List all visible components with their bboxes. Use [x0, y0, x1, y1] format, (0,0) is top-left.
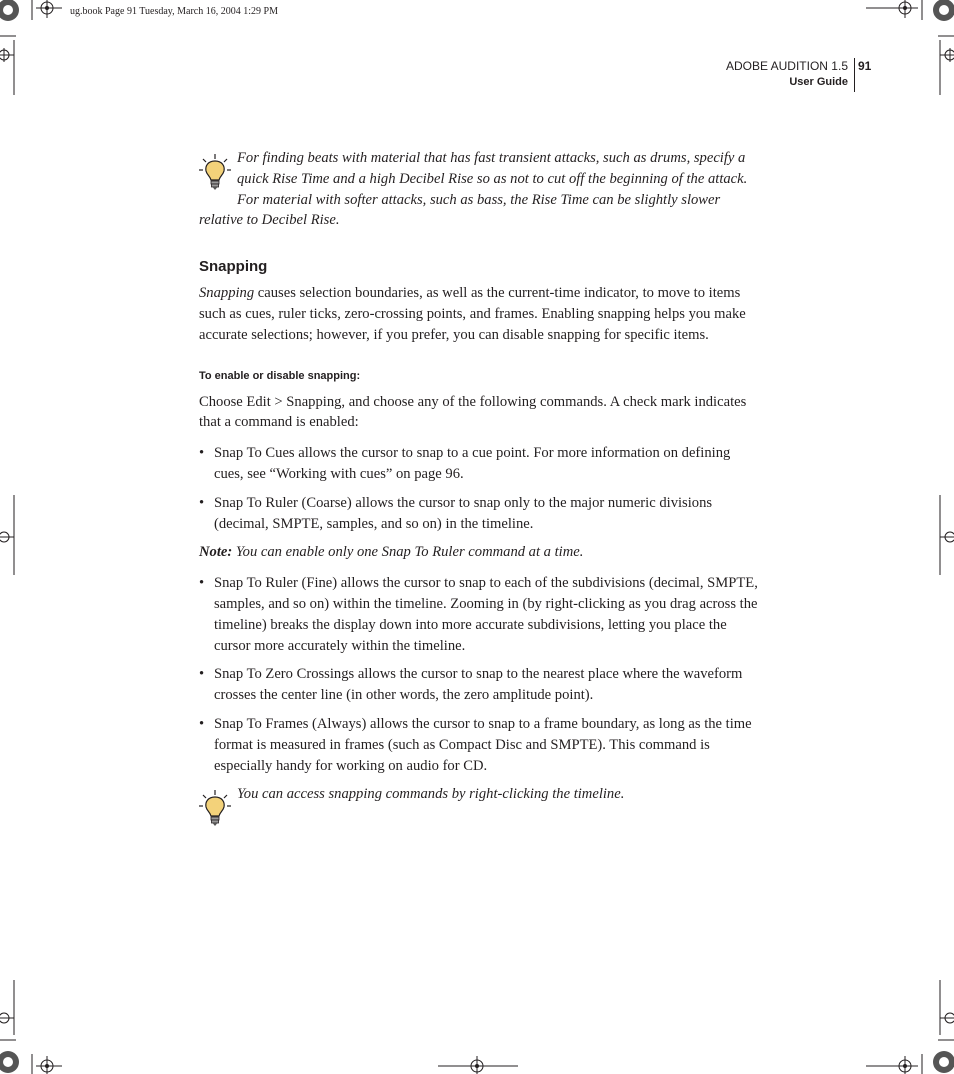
tip-text: You can access snapping commands by right-clicking the timeline. — [237, 786, 625, 803]
list-item: • Snap To Zero Crossings allows the cursor to snap to the nearest place where the waveform crosses the center line (in other words, the zero amplitude point). — [199, 664, 759, 706]
page-number: 91 — [858, 59, 872, 73]
intro-text: causes selection boundaries, as well as the current-time indicator, to move to items such as cues, ruler ticks, zero-crossing points, and frames. Enabling snapping helps you make accurate selections; however, if you prefer, you can disable snapping for specific items. — [199, 285, 746, 343]
header-product: ADOBE AUDITION 1.5 — [725, 59, 848, 73]
tip-paragraph — [199, 148, 759, 231]
list-item: • Snap To Ruler (Fine) allows the cursor to snap to each of the subdivisions (decimal, SMPTE, samples, and so on) within the timeline. Zooming in (by right-clicking as you drag across the timeline) breaks the display down into more accurate subdivisions, letting you place the cursor more accurately within the timeline. — [199, 573, 759, 656]
choose-paragraph: Choose Edit > Snapping, and choose any of the following commands. A check mark indicates that a command is enabled: — [199, 393, 747, 431]
note-label: Note: — [199, 544, 233, 561]
header-guide: User Guide — [789, 76, 848, 88]
intro-paragraph — [199, 283, 759, 345]
lightbulb-icon — [197, 152, 233, 192]
note-text: You can enable only one Snap To Ruler command at a time. — [232, 544, 584, 561]
list-item: • Snap To Cues allows the cursor to snap to a cue point. For more information on defining cues, see “Working with cues” on page 96. — [199, 443, 759, 485]
tip-text: For finding beats with material that has fast transient attacks, such as drums, specify a quick Rise Time and a high Decibel Rise so as not to cut off the beginning of the attack. For material with softer attacks, such as bass, the Rise Time can be slightly slower relative to Decibel Rise. — [199, 150, 748, 229]
page-content — [199, 148, 759, 828]
command-list-1 — [199, 443, 759, 534]
list-item: • Snap To Ruler (Coarse) allows the cursor to snap only to the major numeric divisions (decimal, SMPTE, samples, and so on) in the timeline. — [199, 493, 759, 535]
list-item: • Snap To Frames (Always) allows the cursor to snap to a frame boundary, as long as the time format is measured in frames (such as Compact Disc and SMPTE). This command is especially handy for working on audio for CD. — [199, 714, 759, 776]
procedure-heading: To enable or disable snapping: — [199, 369, 361, 382]
intro-term: Snapping — [199, 285, 255, 302]
command-list-2 — [199, 573, 759, 776]
lightbulb-icon — [197, 788, 233, 828]
note-paragraph — [199, 542, 759, 563]
tip-paragraph-2 — [199, 784, 759, 805]
print-slug: ug.book Page 91 Tuesday, March 16, 2004 1:29 PM — [70, 6, 278, 17]
section-heading: Snapping — [199, 258, 268, 276]
